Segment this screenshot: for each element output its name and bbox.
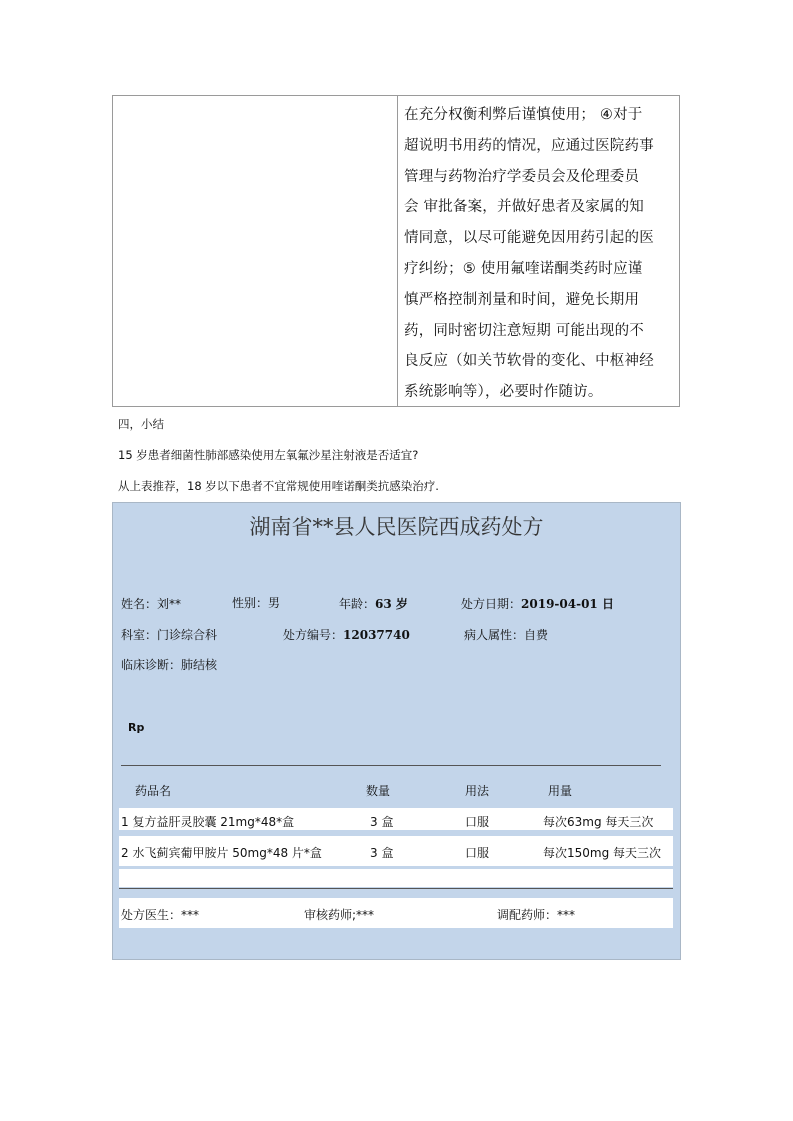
rp-symbol: Rp (128, 721, 145, 734)
prescription-number (283, 626, 410, 643)
row-drug: 1 复方益肝灵胶囊 21mg*48*盒 (121, 815, 295, 829)
attr-value: 自费 (524, 628, 549, 642)
blank-row (119, 869, 673, 887)
question-text: 15 岁患者细菌性肺部感染使用左氧氟沙星注射液是否适宜? (118, 448, 419, 462)
date-value: 2019-04-01 日 (521, 597, 614, 611)
age-value: 63 岁 (375, 597, 408, 611)
table-text-line: 管理与药物治疗学委员会及伦理委员 (404, 168, 640, 185)
patient-attribute (464, 626, 548, 643)
section-heading: 四，小结 (118, 417, 164, 431)
dept-label: 科室： (121, 628, 158, 642)
table-text-line: 疗纠纷；⑤ 使用氟喹诺酮类药时应谨 (404, 260, 643, 277)
table-text-line: 超说明书用药的情况，应通过医院药事 (404, 137, 654, 154)
sex-label: 性别： (232, 596, 269, 610)
col-usage-header: 用法 (465, 784, 490, 798)
table-text-line: 良反应（如关节软骨的变化、中枢神经 (404, 353, 654, 370)
table-right-cell (398, 96, 679, 406)
department (121, 626, 217, 643)
no-value: 12037740 (343, 628, 410, 642)
table-text-line: 慎严格控制剂量和时间，避免长期用 (404, 291, 640, 308)
col-drug-header: 药品名 (135, 784, 172, 798)
row-dose: 每次63mg 每天三次 (543, 815, 654, 829)
header-divider (121, 765, 661, 766)
row-usage: 口服 (465, 815, 490, 829)
recommendation-table (112, 95, 680, 407)
row-qty: 3 盒 (370, 815, 394, 829)
clinical-diagnosis (121, 656, 217, 673)
footer-divider (119, 888, 673, 889)
date-label: 处方日期： (461, 597, 522, 611)
row-qty: 3 盒 (370, 846, 394, 860)
name-value: 刘** (157, 597, 182, 611)
sex-value: 男 (268, 596, 281, 610)
table-text-line: 药，同时密切注意短期 可能出现的不 (404, 322, 645, 339)
row-drug: 2 水飞蓟宾葡甲胺片 50mg*48 片*盒 (121, 846, 322, 860)
dispenser-signature: 调配药师：*** (497, 908, 576, 922)
col-dose-header: 用量 (548, 784, 573, 798)
patient-sex (232, 594, 280, 611)
col-qty-header: 数量 (366, 784, 391, 798)
attr-label: 病人属性： (464, 628, 525, 642)
conclusion-text: 从上表推荐，18 岁以下患者不宜常规使用喹诺酮类抗感染治疗. (118, 479, 439, 493)
diag-label: 临床诊断： (121, 658, 182, 672)
no-label: 处方编号： (283, 628, 344, 642)
doctor-signature: 处方医生：*** (121, 908, 200, 922)
patient-name (121, 595, 181, 612)
age-label: 年龄： (339, 597, 376, 611)
patient-age (339, 595, 408, 612)
reviewer-signature: 审核药师;*** (304, 908, 375, 922)
dept-value: 门诊综合科 (157, 628, 218, 642)
signature-row (119, 898, 673, 928)
diag-value: 肺结核 (181, 658, 218, 672)
prescription-date (461, 595, 614, 612)
table-text-line: 系统影响等），必要时作随访。 (404, 384, 603, 401)
table-text-line: 情同意，以尽可能避免因用药引起的医 (404, 230, 654, 247)
prescription-title: 湖南省**县人民医院西成药处方 (249, 515, 544, 539)
row-dose: 每次150mg 每天三次 (543, 846, 662, 860)
row-usage: 口服 (465, 846, 490, 860)
table-left-cell (113, 96, 398, 406)
table-text-line: 在充分权衡利弊后谨慎使用； ④对于 (404, 107, 643, 123)
prescription-form (112, 502, 681, 960)
table-text-line: 会 审批备案，并做好患者及家属的知 (404, 199, 645, 216)
name-label: 姓名： (121, 597, 158, 611)
